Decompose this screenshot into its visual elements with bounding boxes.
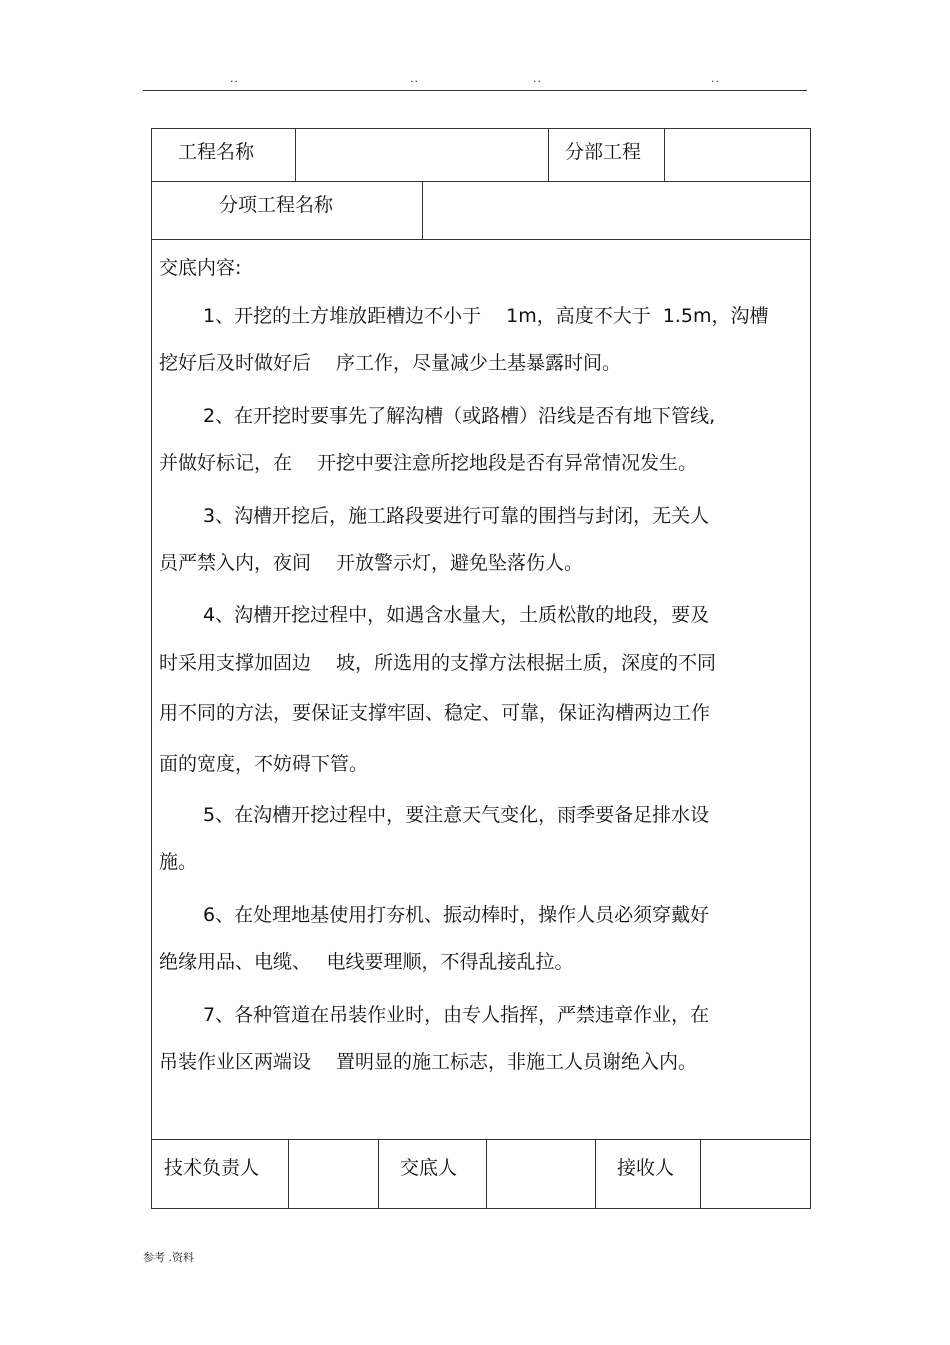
header-dot: .. xyxy=(711,72,720,85)
content-line: 吊装作业区两端设 置明显的施工标志，非施工人员谢绝入内。 xyxy=(159,1051,698,1073)
header-dot: .. xyxy=(410,72,419,85)
col-divider xyxy=(548,128,549,181)
col-divider xyxy=(486,1139,487,1209)
content-line: 用不同的方法，要保证支撑牢固、稳定、可靠，保证沟槽两边工作 xyxy=(159,702,711,724)
col-divider xyxy=(288,1139,289,1209)
footer-note: 参考 .资料 xyxy=(143,1251,194,1264)
col-divider xyxy=(295,128,296,181)
content-line: 3、沟槽开挖后，施工路段要进行可靠的围挡与封闭，无关人 xyxy=(203,505,710,527)
content-line: 6、在处理地基使用打夯机、振动棒时，操作人员必须穿戴好 xyxy=(203,904,710,926)
content-line: 2、在开挖时要事先了解沟槽（或路槽）沿线是否有地下管线, xyxy=(203,405,716,427)
content-line: 5、在沟槽开挖过程中，要注意天气变化，雨季要备足排水设 xyxy=(203,804,710,826)
content-line: 4、沟槽开挖过程中，如遇含水量大，土质松散的地段，要及 xyxy=(203,604,710,626)
presenter-label: 交底人 xyxy=(400,1157,458,1179)
receiver-label: 接收人 xyxy=(617,1157,675,1179)
col-divider xyxy=(700,1139,701,1209)
content-line: 绝缘用品、电缆、 电线要理顺，不得乱接乱拉。 xyxy=(159,951,574,973)
content-line: 1、开挖的土方堆放距槽边不小于 1m，高度不大于 1.5m，沟槽 xyxy=(203,305,769,327)
header-dot: .. xyxy=(533,72,542,85)
content-line: 并做好标记，在 开挖中要注意所挖地段是否有异常情况发生。 xyxy=(159,452,698,474)
col-divider xyxy=(422,181,423,239)
content-line: 施。 xyxy=(159,851,198,873)
row-divider xyxy=(151,181,811,182)
content-line: 7、各种管道在吊装作业时，由专人指挥，严禁违章作业，在 xyxy=(203,1004,710,1026)
row-divider xyxy=(151,1139,811,1140)
header-rule xyxy=(143,90,807,91)
row-divider xyxy=(151,239,811,240)
content-heading: 交底内容: xyxy=(159,257,242,279)
content-line: 面的宽度，不妨碍下管。 xyxy=(159,753,369,775)
header-dot: .. xyxy=(230,72,239,85)
col-divider xyxy=(595,1139,596,1209)
content-line: 员严禁入内，夜间 开放警示灯，避免坠落伤人。 xyxy=(159,552,584,574)
division-label: 分部工程 xyxy=(565,141,642,163)
content-line: 挖好后及时做好后 序工作，尽量减少土基暴露时间。 xyxy=(159,352,622,374)
col-divider xyxy=(664,128,665,181)
content-line: 时采用支撑加固边 坡，所选用的支撑方法根据土质，深度的不同 xyxy=(159,652,717,674)
col-divider xyxy=(378,1139,379,1209)
tech-lead-label: 技术负责人 xyxy=(164,1157,260,1179)
project-name-label: 工程名称 xyxy=(178,141,255,163)
subitem-name-label: 分项工程名称 xyxy=(219,194,334,216)
